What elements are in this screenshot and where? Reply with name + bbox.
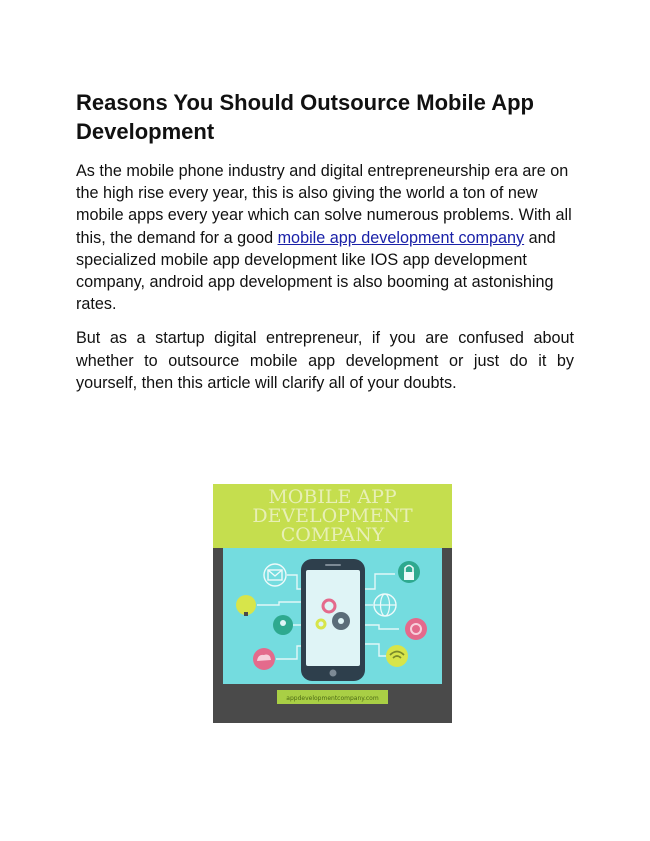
paragraph-startup: But as a startup digital entrepreneur, if you are confused about whether to outsource mobile app development or just do it by yourself, then this article will clarify all of your doubts.	[76, 329, 574, 392]
paragraph-intro-start: As the mobile phone industry and digital entrepreneurship era are on the high rise every year, this is also giving the world a ton of new mobile apps every year which can solve numerous problems. With all this, the demand for a good	[76, 162, 572, 247]
location-pin-icon	[273, 615, 293, 635]
headline-line-1: MOBILE APP	[268, 486, 397, 508]
company-link[interactable]: mobile app development company	[277, 228, 525, 247]
app-development-illustration	[213, 484, 452, 723]
article-title: Reasons You Should Outsource Mobile App Development	[76, 90, 534, 144]
paragraph-intro	[76, 160, 574, 315]
gear-icon-large	[332, 612, 350, 630]
cloud-icon	[253, 648, 275, 670]
target-icon	[405, 618, 427, 640]
headline-line-2: DEVELOPMENT	[252, 505, 413, 527]
url-text: appdevelopmentcompany.com	[286, 695, 379, 702]
headline-line-3: COMPANY	[280, 524, 385, 546]
paragraph-intro-end: and specialized mobile app development like IOS app development company, android app development is also booming at astonishing rates.	[76, 228, 556, 314]
wifi-icon	[386, 645, 408, 667]
lock-icon	[398, 561, 420, 583]
article	[76, 88, 574, 394]
